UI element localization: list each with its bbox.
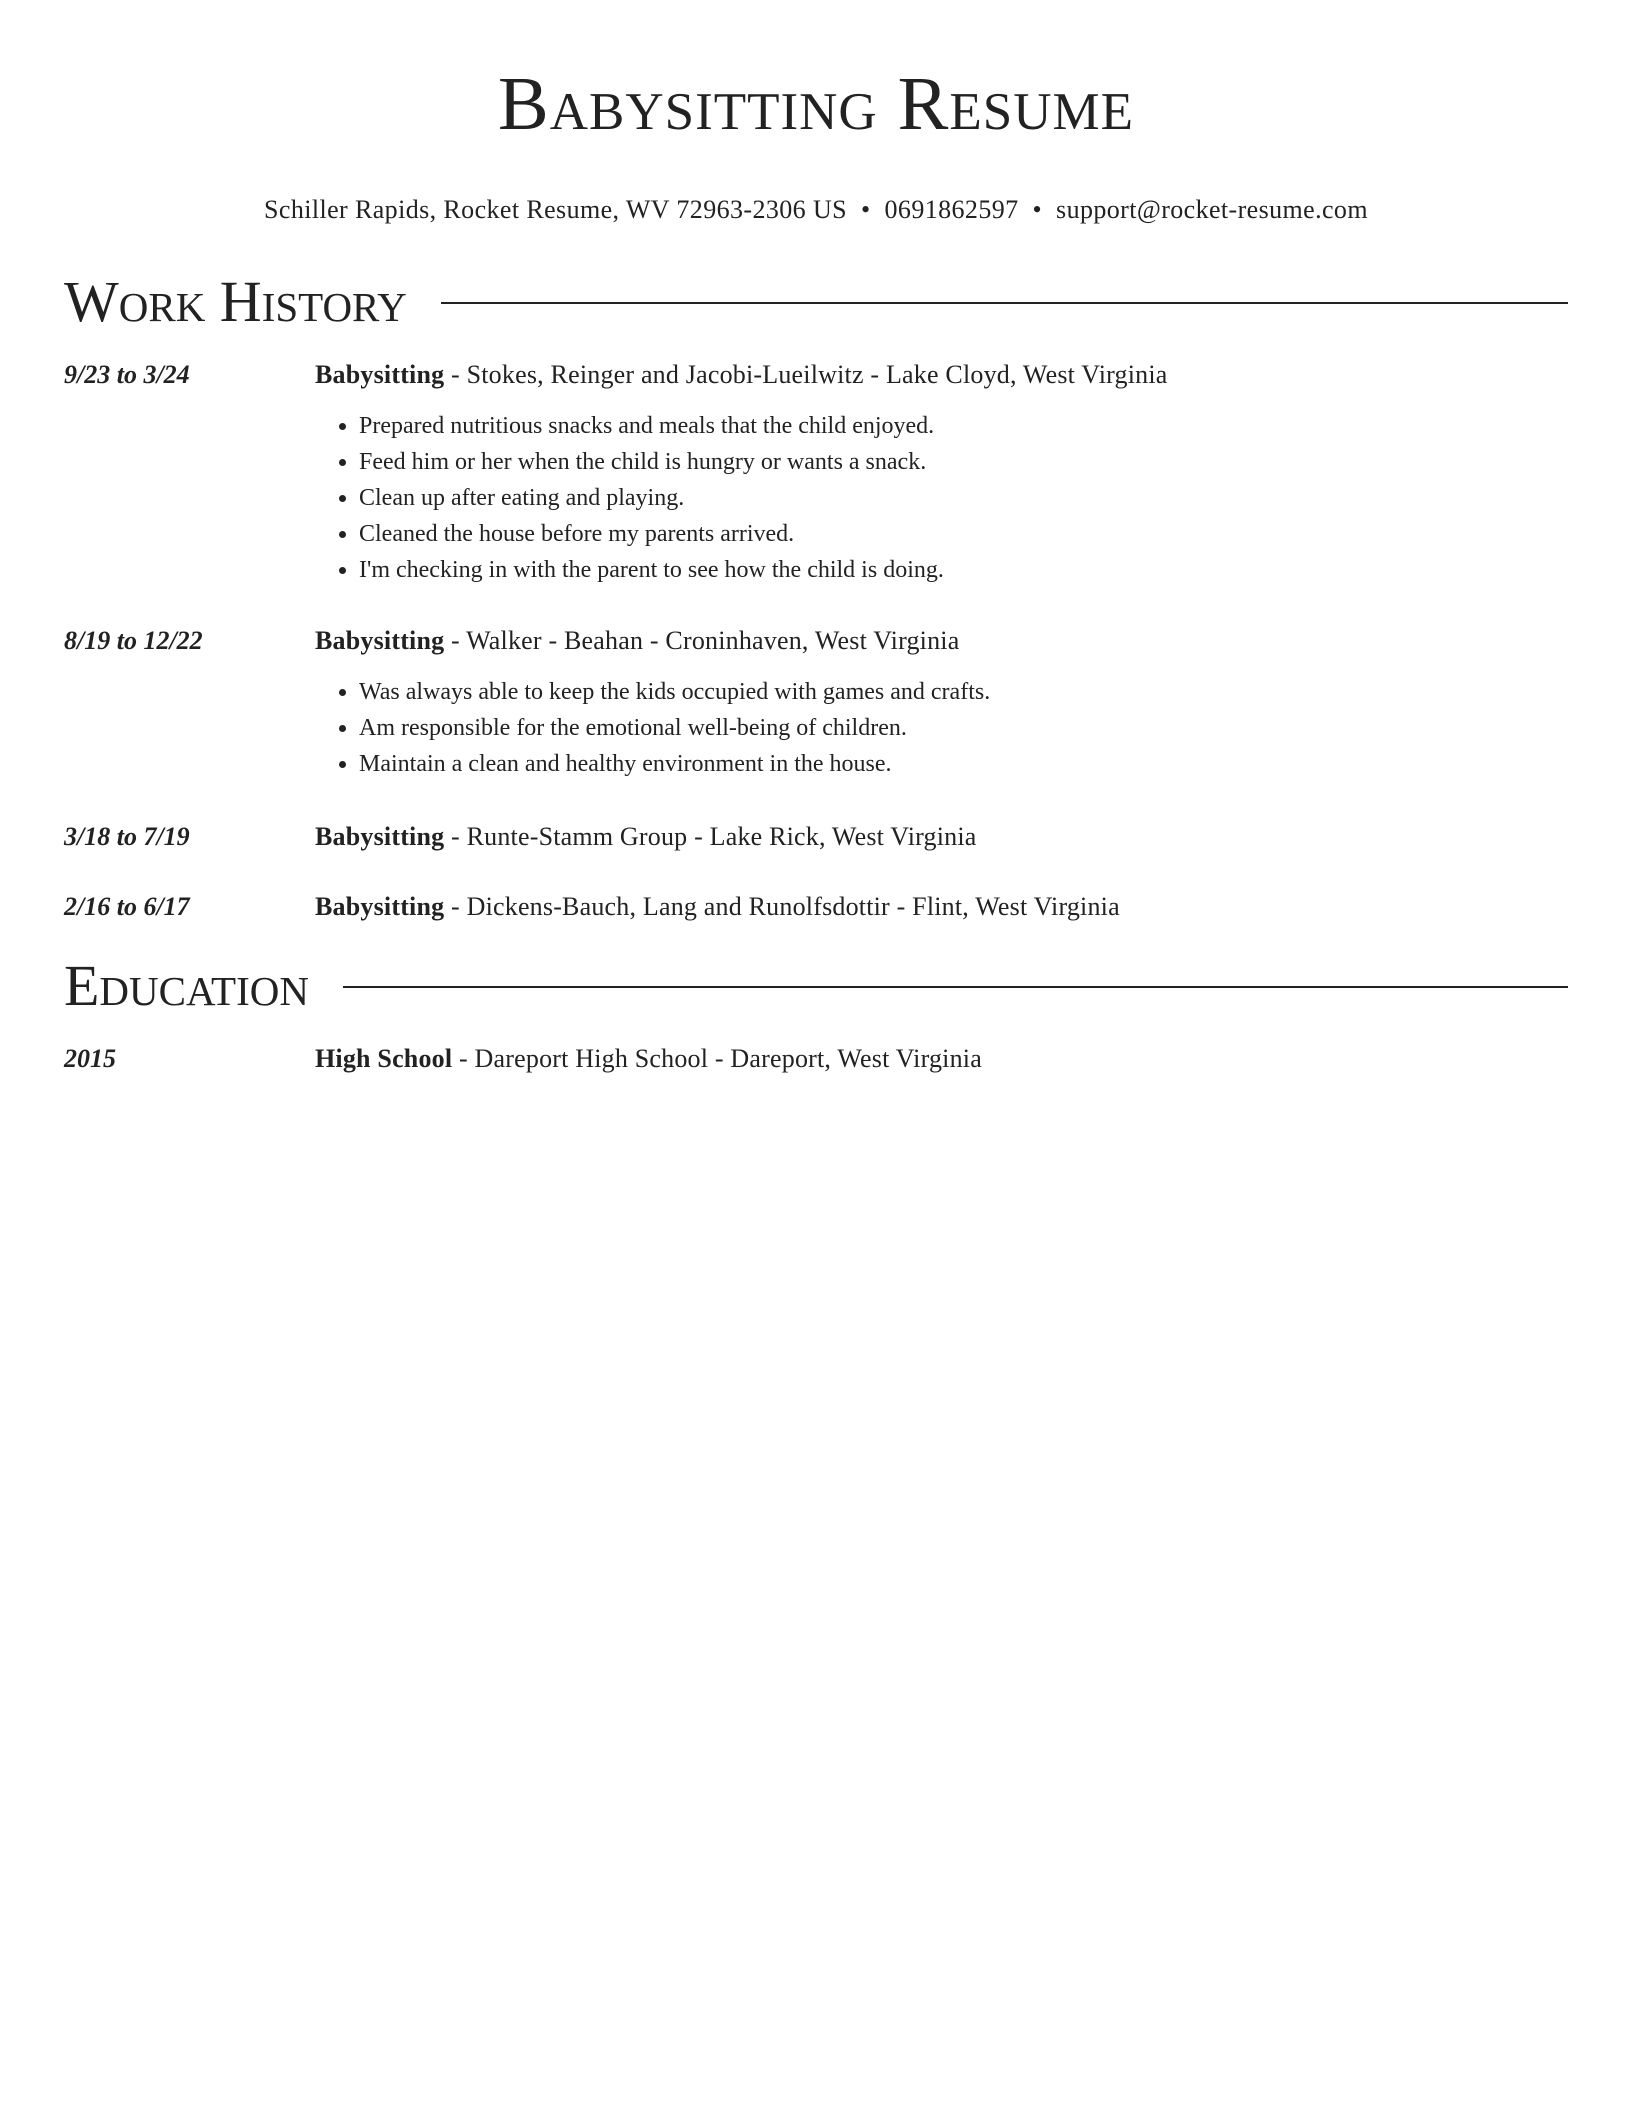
work-entry [64,624,1568,782]
section-divider [441,302,1568,304]
work-entry-dates: 8/19 to 12/22 [64,626,203,655]
contact-line [64,194,1568,226]
contact-address: Schiller Rapids, Rocket Resume, WV 72963-2306 US [264,195,848,224]
contact-separator: • [861,195,871,224]
resume-page [64,0,1568,1076]
contact-separator: • [1032,195,1043,224]
education-entry-body [315,1042,1568,1076]
bullet-item: • Am responsible for the emotional well-being of children. [359,710,1568,746]
education-entry [64,1042,1568,1076]
work-history-heading: Work History [64,269,407,334]
work-entry-dates: 2/16 to 6/17 [64,892,190,921]
work-entry-body [315,820,1568,854]
work-entry-bullets [315,674,1568,782]
bullet-item: • Prepared nutritious snacks and meals that the child enjoyed. [359,408,1568,444]
work-entry-body [315,358,1568,588]
work-entry-bullets [315,408,1568,588]
contact-phone: 0691862597 [884,195,1019,224]
work-entry-details: - Walker - Beahan - Croninhaven, West Virginia [444,626,960,655]
work-entry-body [315,624,1568,782]
work-entry-body [315,890,1568,924]
work-entry-title [315,820,1568,854]
education-entry-degree: High School [315,1044,453,1073]
education-section-header [64,954,1568,1018]
education-entry-date: 2015 [64,1044,116,1073]
work-entry-title [315,624,1568,658]
bullet-item: • Maintain a clean and healthy environment in the house. [359,746,1568,782]
work-entry-role: Babysitting [315,822,445,851]
bullet-item: • Cleaned the house before my parents arrived. [359,516,1568,552]
work-entry-role: Babysitting [315,626,445,655]
work-entry-dates: 3/18 to 7/19 [64,822,190,851]
education-entry-title [315,1042,1568,1076]
bullet-item: • Clean up after eating and playing. [359,480,1568,516]
work-entry [64,358,1568,588]
work-entry-title [315,890,1568,924]
work-entry [64,820,1568,854]
work-entry-title [315,358,1568,392]
education-entry-details: - Dareport High School - Dareport, West Virginia [452,1044,982,1073]
education-heading: Education [64,953,309,1018]
work-entry [64,890,1568,924]
contact-email: support@rocket-resume.com [1056,195,1368,224]
work-history-section-header [64,270,1568,334]
work-entry-details: - Dickens-Bauch, Lang and Runolfsdottir - Flint, West Virginia [444,892,1120,921]
work-entry-role: Babysitting [315,360,445,389]
work-entry-role: Babysitting [315,892,445,921]
bullet-item: • Was always able to keep the kids occupied with games and crafts. [359,674,1568,710]
bullet-item: • I'm checking in with the parent to see how the child is doing. [359,552,1568,588]
work-entry-dates: 9/23 to 3/24 [64,360,190,389]
resume-title: Babysitting Resume [498,62,1134,146]
work-entry-details: - Stokes, Reinger and Jacobi-Lueilwitz - Lake Cloyd, West Virginia [444,360,1168,389]
section-divider [343,986,1568,988]
bullet-item: • Feed him or her when the child is hungry or wants a snack. [359,444,1568,480]
work-entry-details: - Runte-Stamm Group - Lake Rick, West Virginia [444,822,977,851]
